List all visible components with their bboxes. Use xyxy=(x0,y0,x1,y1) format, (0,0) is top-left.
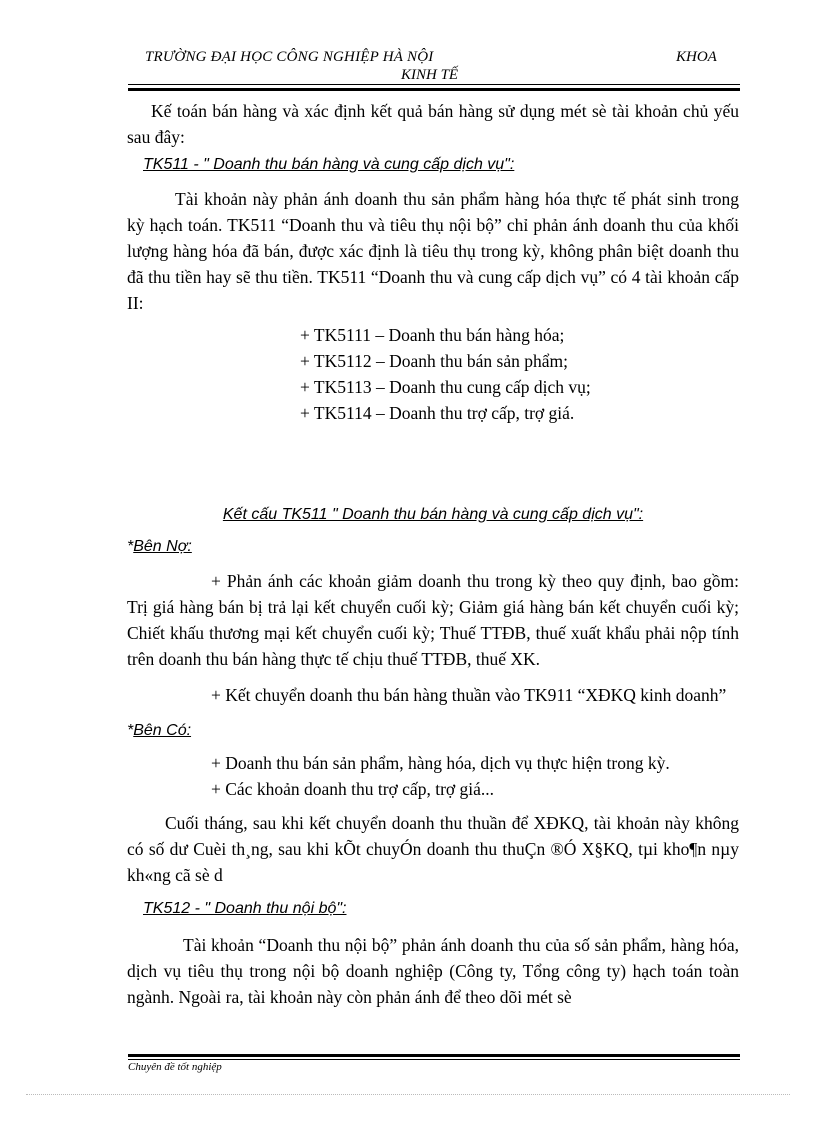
ben-no-paragraph-2: + Kết chuyển doanh thu bán hàng thuần vào TK911 “XĐKQ kinh doanh” xyxy=(211,685,727,705)
tk511-account-list xyxy=(300,322,739,426)
list-item: + TK5113 – Doanh thu cung cấp dịch vụ; xyxy=(300,377,591,397)
intro-paragraph: Kế toán bán hàng và xác định kết quả bán hàng sử dụng mét sè tài khoản chủ yếu sau đây: xyxy=(127,101,739,147)
header-kinh-te: KINH TẾ xyxy=(401,67,459,83)
tk512-heading: TK512 - " Doanh thu nội bộ": xyxy=(143,900,347,917)
header-rule-thin xyxy=(128,84,740,85)
list-item: + TK5112 – Doanh thu bán sản phẩm; xyxy=(300,351,568,371)
footer-rule-thick xyxy=(128,1054,740,1057)
ben-co-item: + Các khoản doanh thu trợ cấp, trợ giá... xyxy=(211,779,495,799)
ben-no-label xyxy=(127,534,739,560)
ben-co-text: Bên Có: xyxy=(133,722,192,739)
footer-rule-thin xyxy=(128,1059,740,1060)
document-body xyxy=(127,98,739,1010)
page-bottom-dotted-line xyxy=(26,1094,790,1095)
tk512-paragraph: Tài khoản “Doanh thu nội bộ” phản ánh doanh thu của số sản phẩm, hàng hóa, dịch vụ tiêu thụ trong nội bộ doanh nghiệp (Công ty, Tổng công ty) hạch toán toàn ngành. Ngoài ra, tài khoản này còn phản ánh để theo dõi mét sè xyxy=(127,935,739,1007)
ben-no-star: * xyxy=(127,538,134,555)
header-rule-thick xyxy=(128,88,740,91)
closing-paragraph: Cuối tháng, sau khi kết chuyển doanh thu thuần để XĐKQ, tài khoản này không có số dư Cuèi th¸ng, sau khi kÕt chuyÓn doanh thu thuÇn ®Ó X§KQ, tµi kho¶n nµy kh«ng cã sè d xyxy=(127,813,739,885)
tk511-heading: TK511 - " Doanh thu bán hàng và cung cấp dịch vụ": xyxy=(143,156,515,173)
ben-co-item: + Doanh thu bán sản phẩm, hàng hóa, dịch vụ thực hiện trong kỳ. xyxy=(211,753,670,773)
list-item: + TK5114 – Doanh thu trợ cấp, trợ giá. xyxy=(300,403,575,423)
header-khoa: KHOA xyxy=(676,49,717,65)
list-item: + TK5111 – Doanh thu bán hàng hóa; xyxy=(300,325,565,345)
ben-co-star: * xyxy=(127,722,134,739)
tk511-paragraph: Tài khoản này phản ánh doanh thu sản phẩm hàng hóa thực tế phát sinh trong kỳ hạch toán. TK511 “Doanh thu và tiêu thụ nội bộ” chỉ phản ánh doanh thu của khối lượng hàng hóa đã bán, được xác định là tiêu thụ trong kỳ, không phân biệt doanh thu đã thu tiền hay sẽ thu tiền. TK511 “Doanh thu và cung cấp dịch vụ” có 4 tài khoản cấp II: xyxy=(127,189,739,313)
ben-no-text: Bên Nợ: xyxy=(133,538,192,555)
header-school-name: TRƯỜNG ĐẠI HỌC CÔNG NGHIỆP HÀ NỘI xyxy=(145,49,434,65)
ben-no-paragraph-1: + Phản ánh các khoản giảm doanh thu trong kỳ theo quy định, bao gồm: Trị giá hàng bán bị trả lại kết chuyển cuối kỳ; Giảm giá hàng bán kết chuyển cuối kỳ; Chiết khấu thương mại kết chuyển cuối kỳ; Thuế TTĐB, thuế xuất khẩu phải nộp tính trên doanh thu bán hàng thực tế chịu thuế TTĐB, thuế XK. xyxy=(127,571,739,669)
footer-text: Chuyên đề tốt nghiệp xyxy=(128,1061,222,1073)
ket-cau-heading: Kết cấu TK511 " Doanh thu bán hàng và cung cấp dịch vụ": xyxy=(222,506,644,523)
ben-co-label xyxy=(127,718,739,744)
